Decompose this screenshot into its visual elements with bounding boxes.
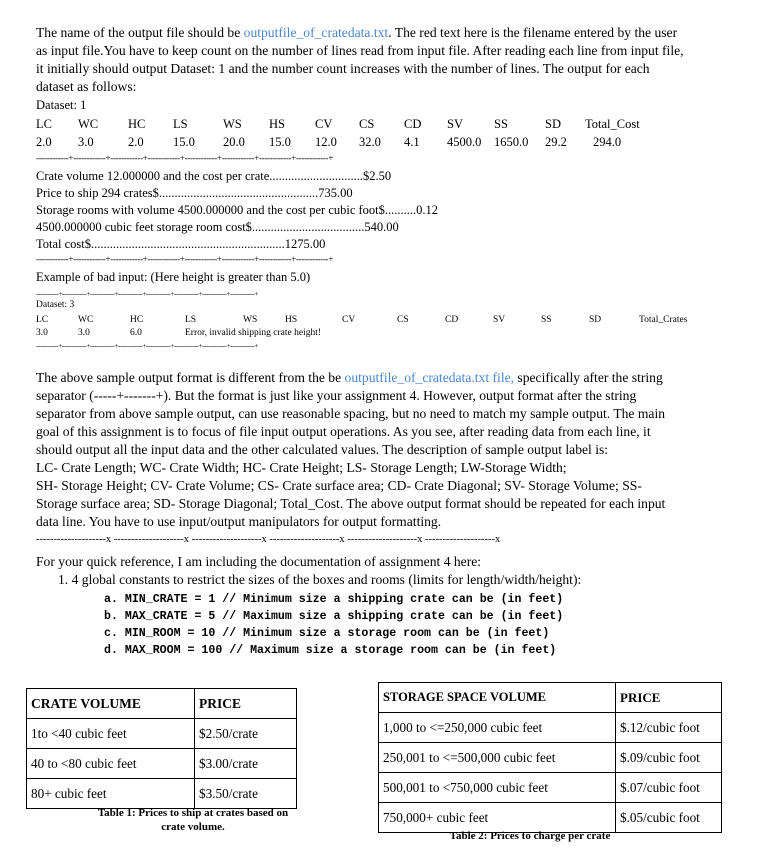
intro-text: The name of the output file should be	[36, 25, 244, 40]
header-cell: SV	[447, 117, 463, 131]
table-cell: $2.50/crate	[195, 719, 297, 749]
constant-max-room: d. MAX_ROOM = 100 // Maximum size a storage room can be (in feet)	[104, 644, 557, 657]
table-row	[27, 749, 297, 779]
header-cell: WC	[78, 117, 99, 131]
value-cell: 20.0	[223, 135, 245, 149]
crate-volume-line: Crate volume 12.000000 and the cost per crate..............................$2.50	[36, 169, 392, 183]
table-cell: $3.00/crate	[195, 749, 297, 779]
table-row	[27, 719, 297, 749]
table-cell: $.12/cubic foot	[616, 713, 722, 743]
para2-line-3: separator from above sample output, can use reasonable spacing, but no need to match my sample output. The main	[36, 406, 666, 421]
dataset-label: Dataset: 1	[36, 98, 87, 112]
para2-line-5: should output all the input data and the other calculated values. The description of sample output label is:	[36, 442, 609, 457]
header-cell: HS	[269, 117, 285, 131]
intro-line-1	[36, 24, 677, 42]
value-cell: 2.0	[128, 135, 144, 149]
intro-line-3: it initially should output Dataset: 1 and the number count increases with the number of lines. The output for each	[36, 61, 650, 76]
value-cell: 1650.0	[494, 135, 529, 149]
header-cell: LS	[185, 315, 197, 325]
table-cell: 250,001 to <=500,000 cubic feet	[379, 743, 616, 773]
error-message: Error, invalid shipping crate height!	[185, 328, 322, 338]
value-cell: 4.1	[404, 135, 420, 149]
sample-value-row	[36, 135, 655, 150]
table-2-caption: Table 2: Prices to charge per crate	[449, 830, 611, 842]
header-cell: HC	[128, 117, 146, 131]
table-cell: 40 to <80 cubic feet	[27, 749, 195, 779]
header-cell: CS	[359, 117, 375, 131]
header-cell: Total_Crates	[639, 315, 688, 325]
header-cell: CD	[445, 315, 459, 325]
para-text: specifically after the string	[514, 370, 663, 385]
table-1-caption	[80, 806, 306, 834]
para2-line-6: LC- Crate Length; WC- Crate Width; HC- Crate Height; LS- Storage Length; LW-Storage Width;	[36, 460, 567, 475]
para-text: The above sample output format is different from the be	[36, 370, 345, 385]
header-cell: Total_Cost	[585, 117, 640, 131]
header-cell: CD	[404, 117, 422, 131]
table-row	[379, 803, 722, 833]
table-cell: 1to <40 cubic feet	[27, 719, 195, 749]
para2-line-9: data line. You have to use input/output manipulators for output formatting.	[36, 514, 442, 529]
table-cell: 80+ cubic feet	[27, 779, 195, 809]
header-cell: LS	[173, 117, 188, 131]
x-separator: --------------------x --------------------x --------------------x --------------------x --------------------x --------------------x	[36, 534, 501, 545]
header-cell: WC	[78, 315, 94, 325]
para2-line-4: goal of this assignment is to focus of file input output operations. As you see, after reading data from each line, it	[36, 424, 651, 439]
table-header-cell: PRICE	[616, 683, 722, 713]
dataset-label: Dataset: 3	[36, 300, 75, 310]
table-header-row	[27, 689, 297, 719]
caption-line: crate volume.	[161, 821, 225, 833]
header-cell: SD	[545, 117, 561, 131]
total-cost-line: Total cost$..............................................................1275.00	[36, 237, 326, 251]
constant-min-crate: a. MIN_CRATE = 1 // Minimum size a shipping crate can be (in feet)	[104, 593, 564, 606]
value-cell: 12.0	[315, 135, 337, 149]
value-cell: 15.0	[269, 135, 291, 149]
intro-line-4: dataset as follows:	[36, 79, 137, 94]
separator: -----------+------------+------------+------------+------------+------------+------------+------------+	[36, 290, 259, 298]
reference-item-1: 1. 4 global constants to restrict the sizes of the boxes and rooms (limits for length/width/height):	[58, 572, 582, 587]
value-cell: 3.0	[36, 328, 48, 338]
intro-text: . The red text here is the filename entered by the user	[388, 25, 678, 40]
reference-intro: For your quick reference, I am including the documentation of assignment 4 here:	[36, 554, 482, 569]
constant-max-crate: b. MAX_CRATE = 5 // Maximum size a shipping crate can be (in feet)	[104, 610, 564, 623]
price-to-ship-line: Price to ship 294 crates$...................................................735.00	[36, 186, 353, 200]
para2-line-8: Storage surface area; SD- Storage Diagonal; Total_Cost. The above output format should be repeated for each input	[36, 496, 666, 511]
header-cell: LC	[36, 315, 49, 325]
header-cell: CV	[315, 117, 333, 131]
bad-header-row	[36, 315, 719, 325]
header-cell: SV	[493, 315, 506, 325]
header-cell: CV	[342, 315, 356, 325]
value-cell: 15.0	[173, 135, 195, 149]
para2-line-2: separator (-----+-------+). But the format is just like your assignment 4. However, output format after the string	[36, 388, 637, 403]
value-cell: 6.0	[130, 328, 142, 338]
table-cell: 1,000 to <=250,000 cubic feet	[379, 713, 616, 743]
header-cell: HS	[285, 315, 298, 325]
table-header-row	[379, 683, 722, 713]
header-cell: WS	[223, 117, 242, 131]
constant-min-room: c. MIN_ROOM = 10 // Minimum size a storage room can be (in feet)	[104, 627, 550, 640]
table-header-cell: CRATE VOLUME	[27, 689, 195, 719]
table-cell: $.07/cubic foot	[616, 773, 722, 803]
table-row	[379, 713, 722, 743]
storage-price-table	[378, 682, 722, 833]
table-cell: $3.50/crate	[195, 779, 297, 809]
header-cell: SS	[494, 117, 508, 131]
table-row	[379, 773, 722, 803]
table-cell: 500,001 to <750,000 cubic feet	[379, 773, 616, 803]
table-header-cell: STORAGE SPACE VOLUME	[379, 683, 616, 713]
crate-price-table	[26, 688, 297, 809]
intro-line-2: as input file.You have to keep count on the number of lines read from input file. After reading each line from input file,	[36, 43, 684, 58]
bad-value-row	[36, 328, 435, 338]
value-cell: 3.0	[78, 328, 90, 338]
header-cell: HC	[130, 315, 144, 325]
table-cell: $.05/cubic foot	[616, 803, 722, 833]
separator: ------------+------------+------------+------------+------------+------------+------------+------------+	[36, 153, 334, 163]
value-cell: 32.0	[359, 135, 381, 149]
para2-line-1	[36, 369, 663, 387]
separator: -----------+------------+------------+------------+------------+------------+------------+------------+	[36, 342, 259, 350]
table-cell: 750,000+ cubic feet	[379, 803, 616, 833]
storage-cost-line: 4500.000000 cubic feet storage room cost$....................................540.00	[36, 220, 399, 234]
output-filename: outputfile_of_cratedata.txt file,	[344, 370, 515, 385]
header-cell: LC	[36, 117, 52, 131]
para2-line-7: SH- Storage Height; CV- Crate Volume; CS- Crate surface area; CD- Crate Diagonal; SV- Storage Volume; SS-	[36, 478, 642, 493]
bad-input-label: Example of bad input: (Here height is greater than 5.0)	[36, 270, 311, 284]
header-cell: SS	[541, 315, 552, 325]
table-cell: $.09/cubic foot	[616, 743, 722, 773]
value-cell: 3.0	[78, 135, 94, 149]
header-cell: WS	[243, 315, 258, 325]
storage-rooms-line: Storage rooms with volume 4500.000000 and the cost per cubic foot$..........0.12	[36, 203, 439, 217]
header-cell: SD	[589, 315, 602, 325]
caption-line: Table 1: Prices to ship at crates based on	[97, 807, 289, 819]
table-row	[27, 779, 297, 809]
separator: ------------+------------+------------+------------+------------+------------+------------+------------+	[36, 254, 334, 264]
output-filename: outputfile_of_cratedata.txt	[243, 25, 389, 40]
sample-header-row	[36, 117, 655, 132]
table-row	[379, 743, 722, 773]
value-cell: 2.0	[36, 135, 52, 149]
value-cell: 29.2	[545, 135, 567, 149]
value-cell: 4500.0	[447, 135, 482, 149]
value-cell: 294.0	[593, 135, 622, 149]
table-header-cell: PRICE	[195, 689, 297, 719]
header-cell: CS	[397, 315, 409, 325]
